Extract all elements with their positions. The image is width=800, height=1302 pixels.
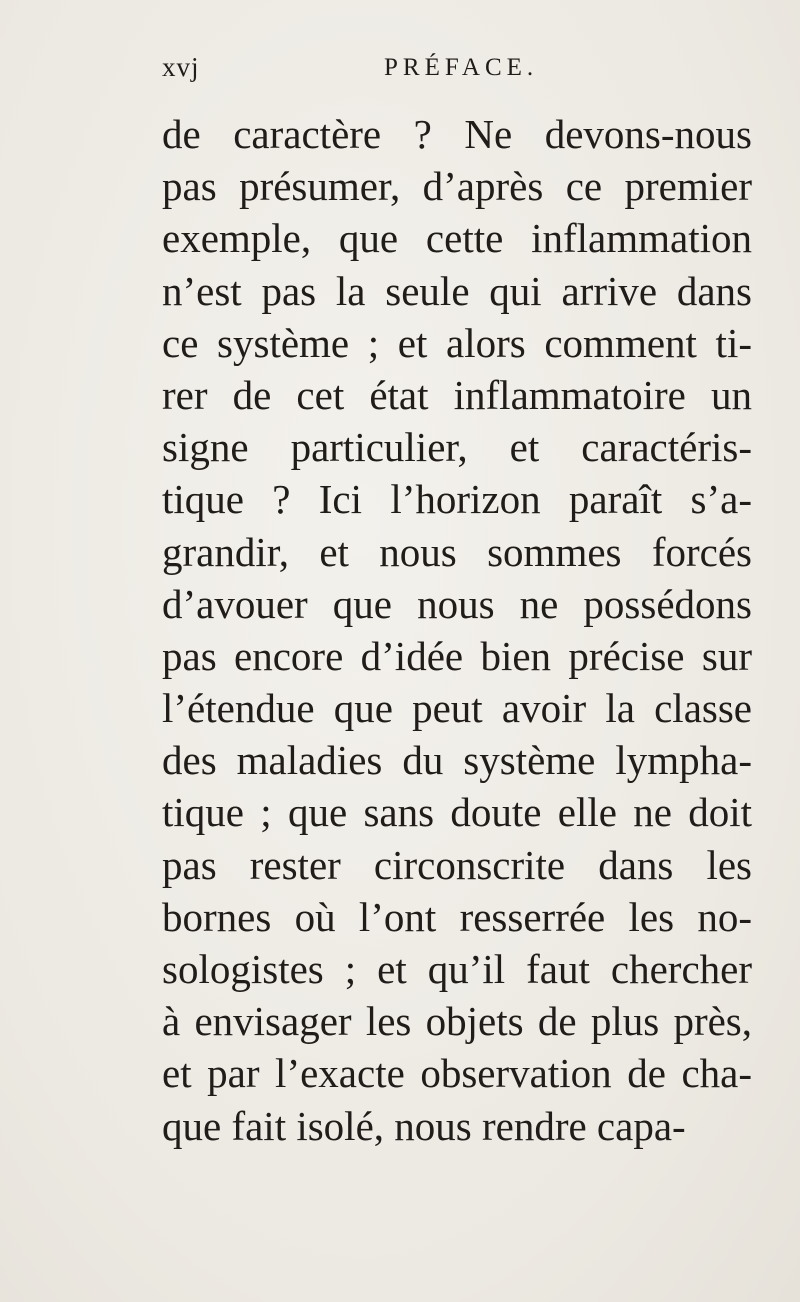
text-line: exemple, que cette inflammation [162, 215, 752, 262]
text-line: pas encore d’idée bien précise sur [162, 632, 752, 679]
text-line: ce système ; et alors comment ti- [162, 319, 752, 366]
text-line: signe particulier, et caractéris- [162, 424, 752, 471]
text-line: n’est pas la seule qui arrive dans [162, 267, 752, 314]
running-title: PRÉFACE. [384, 54, 539, 81]
text-line: tique ; que sans doute elle ne doit [162, 789, 752, 836]
text-line: grandir, et nous sommes forcés [162, 528, 752, 575]
running-header [162, 52, 722, 92]
body-text [162, 108, 752, 1152]
page-number: xvj [162, 52, 200, 82]
text-line: de caractère ? Ne devons-nous [162, 111, 752, 157]
text-line: sologistes ; et qu’il faut chercher [162, 946, 752, 992]
text-line: tique ? Ici l’horizon paraît s’a- [162, 476, 752, 523]
text-line: à envisager les objets de plus près, [162, 998, 752, 1045]
text-line: d’avouer que nous ne possédons [162, 580, 752, 627]
text-line: que fait isolé, nous rendre capa- [162, 1102, 686, 1149]
text-line: rer de cet état inflammatoire un [162, 371, 752, 418]
text-line: l’étendue que peut avoir la classe [162, 685, 752, 732]
text-line: pas rester circonscrite dans les [162, 841, 752, 888]
text-line: pas présumer, d’après ce premier [162, 163, 752, 210]
text-line: bornes où l’ont resserrée les no- [162, 893, 752, 940]
text-line: des maladies du système lympha- [162, 737, 752, 784]
text-line: et par l’exacte observation de cha- [162, 1050, 752, 1097]
